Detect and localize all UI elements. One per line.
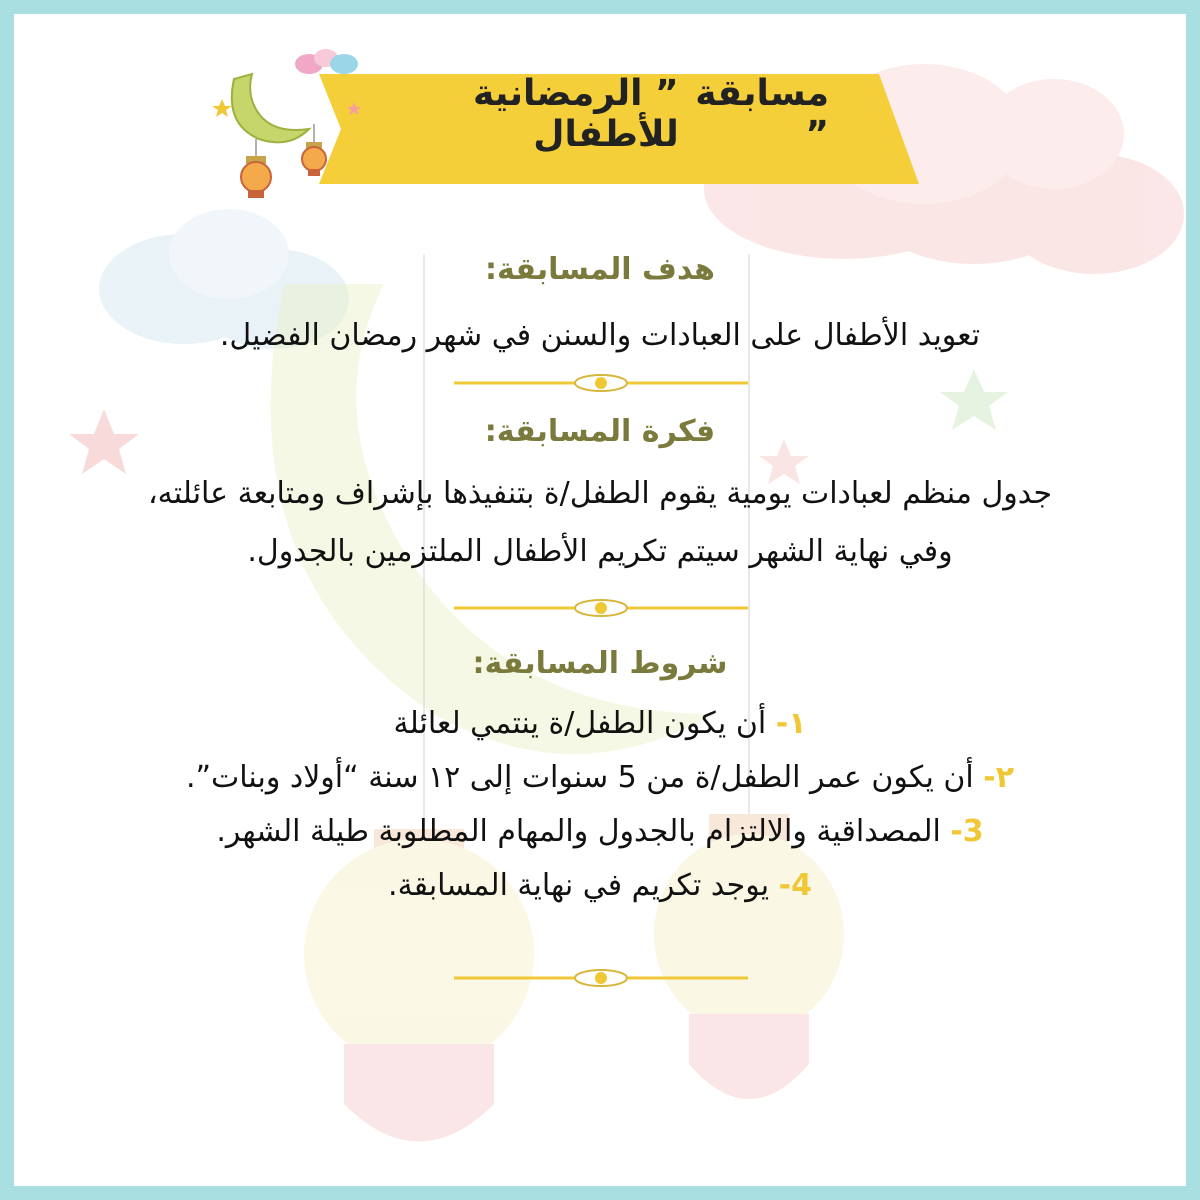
list-item [14,805,1186,859]
banner-title-end: ” الرمضانية للأطفال [472,73,679,155]
item-number: ٢- [983,760,1015,795]
item-number: ١- [775,706,807,741]
content [14,14,1186,1186]
divider-ornament [454,594,748,622]
item-text: أن يكون عمر الطفل/ة من 5 سنوات إلى ١٢ سنة “أولاد وبنات”. [185,760,974,795]
item-number: 4- [778,868,812,903]
item-number: 3- [950,814,984,849]
list-item [14,697,1186,751]
item-text: أن يكون الطفل/ة ينتمي لعائلة [393,706,767,741]
goal-text: تعويد الأطفال على العبادات والسنن في شهر رمضان الفضيل. [219,318,981,353]
conditions-heading: شروط المسابقة: [472,646,728,681]
goal-heading: هدف المسابقة: [485,252,715,287]
item-text: يوجد تكريم في نهاية المسابقة. [388,868,770,903]
conditions-list [14,697,1186,913]
divider-ornament [454,369,748,397]
item-text: المصداقية والالتزام بالجدول والمهام المطلوبة طيلة الشهر. [216,814,941,849]
banner-title-start: مسابقة ” [695,73,829,155]
idea-heading: فكرة المسابقة: [484,414,716,449]
poster [14,14,1186,1186]
list-item [14,751,1186,805]
divider-ornament [454,964,748,992]
idea-line-2: وفي نهاية الشهر سيتم تكريم الأطفال الملتزمين بالجدول. [247,534,953,569]
list-item [14,859,1186,913]
idea-line-1: جدول منظم لعبادات يومية يقوم الطفل/ة بتنفيذها بإشراف ومتابعة عائلته، [147,476,1053,511]
